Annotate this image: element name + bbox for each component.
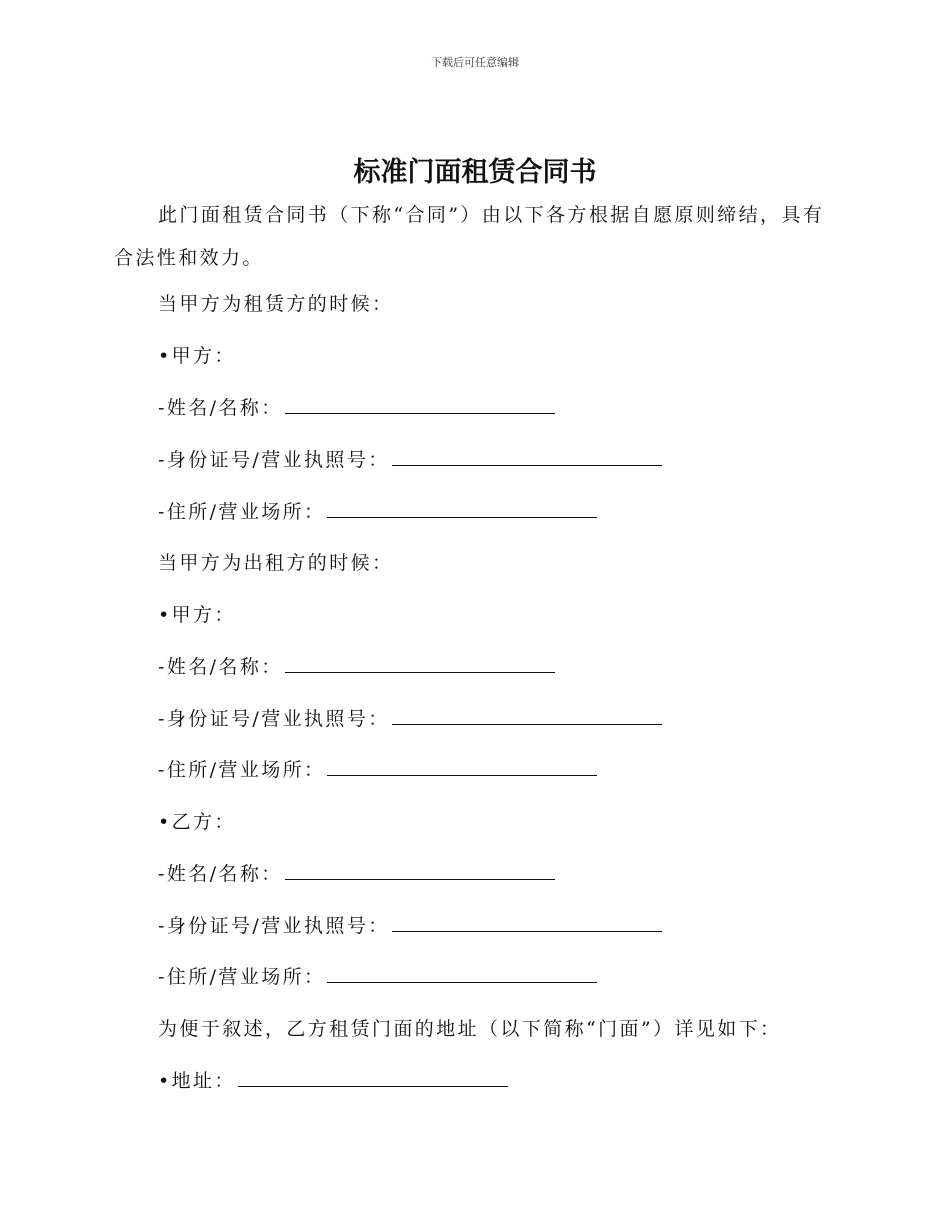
address-field-label: -住所/营业场所： <box>158 501 326 523</box>
address-field-row <box>158 497 597 527</box>
address-field-blank[interactable] <box>327 499 597 518</box>
name-field-blank[interactable] <box>285 395 555 414</box>
id-field-row <box>158 704 662 734</box>
id-field-row <box>158 911 662 941</box>
id-field-blank[interactable] <box>392 706 662 725</box>
premises-address-label: •地址： <box>158 1070 236 1092</box>
name-field-label: -姓名/名称： <box>158 656 283 678</box>
premises-description: 为便于叙述，乙方租赁门面的地址（以下简称“门面”）详见如下： <box>158 1018 782 1040</box>
id-field-blank[interactable] <box>392 913 662 932</box>
name-field-row <box>158 393 555 423</box>
intro-paragraph: 此门面租赁合同书（下称“合同”）由以下各方根据自愿原则缔结，具有合法性和效力。 <box>114 204 825 269</box>
address-field-blank[interactable] <box>327 757 597 776</box>
address-field-label: -住所/营业场所： <box>158 759 326 781</box>
premises-address-row <box>158 1066 508 1096</box>
header-note: 下载后可任意编辑 <box>431 56 519 69</box>
name-field-blank[interactable] <box>285 861 555 880</box>
party-a-label: •甲方： <box>158 345 236 367</box>
address-field-label: -住所/营业场所： <box>158 966 326 988</box>
name-field-row <box>158 652 555 682</box>
name-field-row <box>158 859 555 889</box>
id-field-row <box>158 445 662 475</box>
id-field-label: -身份证号/营业执照号： <box>158 449 390 471</box>
name-field-label: -姓名/名称： <box>158 863 283 885</box>
party-b-label: •乙方： <box>158 811 236 833</box>
premises-address-blank[interactable] <box>238 1068 508 1087</box>
address-field-blank[interactable] <box>327 964 597 983</box>
name-field-label: -姓名/名称： <box>158 397 283 419</box>
id-field-label: -身份证号/营业执照号： <box>158 915 390 937</box>
id-field-label: -身份证号/营业执照号： <box>158 708 390 730</box>
document-title: 标准门面租赁合同书 <box>353 157 597 188</box>
section-lessee-heading: 当甲方为租赁方的时候： <box>158 293 394 315</box>
address-field-row <box>158 962 597 992</box>
section-lessor-heading: 当甲方为出租方的时候： <box>158 552 394 574</box>
id-field-blank[interactable] <box>392 447 662 466</box>
party-a-label: •甲方： <box>158 604 236 626</box>
address-field-row <box>158 755 597 785</box>
name-field-blank[interactable] <box>285 654 555 673</box>
